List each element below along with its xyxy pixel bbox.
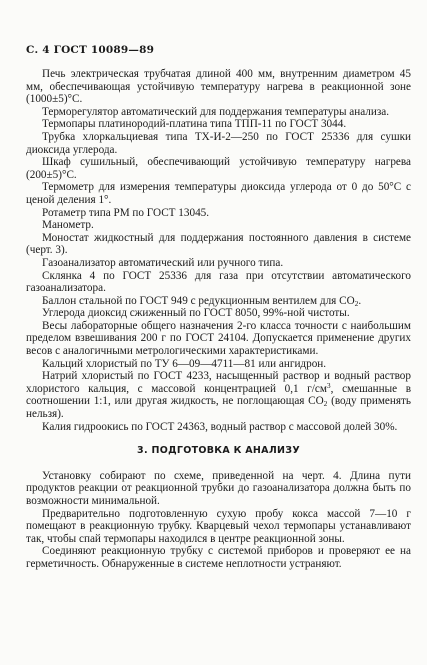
paragraph: Кальций хлористый по ТУ 6—09—4711—81 или ангидрон. <box>42 357 327 370</box>
paragraph: Соединяют реакционную трубку с системой приборов и проверяют ее на герметичность. Обнаруженные в системе неплотности устраняют. <box>26 545 411 570</box>
text-run: , смешанные в соотношении 1:1, или другая жидкость, не поглощающая CO <box>26 382 411 408</box>
section-heading: 3. ПОДГОТОВКА К АНАЛИЗУ <box>137 445 300 457</box>
subscript: 2 <box>323 399 328 409</box>
page-header: С. 4 ГОСТ 10089—89 <box>26 44 155 56</box>
paragraph: Калия гидроокись по ГОСТ 24363, водный раствор с массовой долей 30%. <box>42 420 398 433</box>
paragraph: Весы лабораторные общего назначения 2-го класса точности с наибольшим пределом взвешивания 200 г по ГОСТ 24104. Допускается применение других весов с аналогичными метрологическими характеристиками. <box>26 319 411 358</box>
paragraph: Баллон стальной по ГОСТ 949 с редукционным вентилем для $CO_2$. <box>42 294 362 308</box>
subscript: 2 <box>354 298 359 308</box>
text-run: Натрий хлористый по ГОСТ 4233, насыщенный раствор и водный раствор хлористого кальция, с массовой концентрацией 0,1 г/см <box>26 370 411 395</box>
paragraph: Термопары платинородий-платина типа ТПП-11 по ГОСТ 3044. <box>42 118 347 131</box>
paragraph: Шкаф сушильный, обеспечивающий устойчивую температуру нагрева (200±5)°С. <box>26 156 411 181</box>
paragraph <box>26 370 411 420</box>
paragraph: Печь электрическая трубчатая длиной 400 мм, внутренним диаметром 45 мм, обеспечивающая устойчивую температуру нагрева в реакционной зоне (1000±5)°С. <box>26 68 411 106</box>
document-body <box>26 68 411 571</box>
paragraph: Установку собирают по схеме, приведенной на черт. 4. Длина пути продуктов реакции от реакционной трубки до газоанализатора должна быть по возможности минимальной. <box>26 469 411 507</box>
text-run: Баллон стальной по ГОСТ 949 с редукционным вентилем для CO <box>42 294 355 307</box>
paragraph: Манометр. <box>42 219 94 232</box>
paragraph: Моностат жидкостный для поддержания постоянного давления в системе (черт. 3). <box>26 231 411 257</box>
paragraph: Термометр для измерения температуры диоксида углерода от 0 до 50°С с ценой деления 1°. <box>26 181 411 206</box>
superscript: 3 <box>326 380 331 390</box>
paragraph: Склянка 4 по ГОСТ 25336 для газа при отсутствии автоматического газоанализатора. <box>26 269 411 295</box>
paragraph: Предварительно подготовленную сухую пробу кокса массой 7—10 г помещают в реакционную трубку. Кварцевый чехол термопары устанавливают так, чтобы спай термопары находился в центре реакционной зоны. <box>26 507 411 545</box>
text-run: (воду применять нельзя). <box>26 395 411 421</box>
paragraph: Углерода диоксид сжиженный по ГОСТ 8050, 99%-ной чистоты. <box>42 307 350 320</box>
paragraph: Газоанализатор автоматический или ручного типа. <box>42 256 284 269</box>
paragraph: Терморегулятор автоматический для поддержания температуры анализа. <box>42 105 390 118</box>
paragraph: Ротаметр типа РМ по ГОСТ 13045. <box>42 206 210 219</box>
paragraph: Трубка хлоркальциевая типа ТХ-И-2—250 по ГОСТ 25336 для сушки диоксида углерода. <box>26 130 411 156</box>
